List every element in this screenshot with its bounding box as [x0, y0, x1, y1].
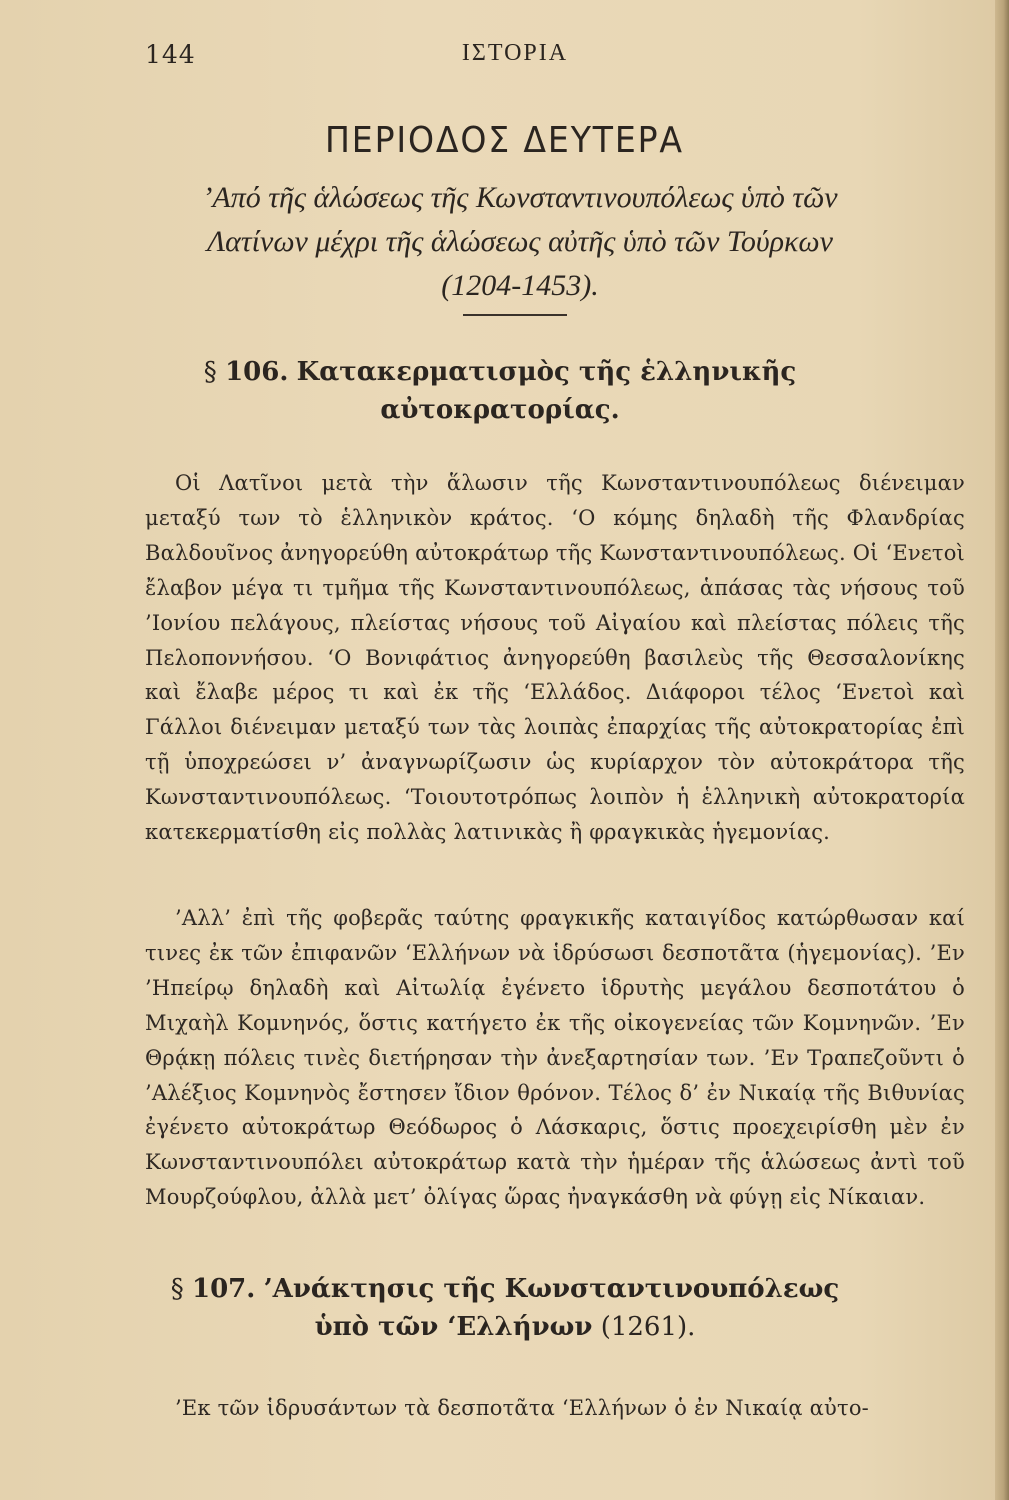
section-number: 106.: [225, 357, 289, 387]
section-heading-106: [150, 353, 850, 429]
paragraph: Οἱ Λατῖνοι μετὰ τὴν ἅλωσιν τῆς Κωνσταντινουπόλεως διένειμαν μεταξύ των τὸ ἑλληνικὸν κράτος. ‘Ο κόμης δηλαδὴ τῆς Φλανδρίας Βαλδουῖνος ἀνηγορεύθη αὐτοκράτωρ τῆς Κωνσταντινουπόλεως. Οἱ ‘Ενετοὶ ἔλαβον μέγα τι τμῆμα τῆς Κωνσταντινουπόλεως, ἁπάσας τὰς νήσους τοῦ ’Ιονίου πελάγους, πλείστας νήσους τοῦ Αἰγαίου καὶ πλείστας πόλεις τῆς Πελοποννήσου. ‘Ο Βονιφάτιος ἀνηγορεύθη βασιλεὺς τῆς Θεσσαλονίκης καὶ ἔλαβε μέρος τι καὶ ἐκ τῆς ‘Ελλάδος. Διάφοροι τέλος ‘Ενετοὶ καὶ Γάλλοι διένειμαν μεταξύ των τὰς λοιπὰς ἐπαρχίας τῆς αὐτοκρατορίας ἐπὶ τῇ ὑποχρεώσει ν’ ἀναγνωρίζωσιν ὡς κυρίαρχον τὸν αὐτοκράτορα τῆς Κωνσταντινουπόλεως. ‘Τοιουτοτρόπως λοιπὸν ἡ ἑλληνικὴ αὐτοκρατορία κατεκερματίσθη εἰς πολλὰς λατινικὰς ἢ φραγκικὰς ἡγεμονίας.: [145, 471, 965, 845]
section-year: (1261).: [600, 1312, 696, 1342]
running-head: [145, 40, 885, 74]
section-title: Κατακερματισμὸς τῆς ἑλληνικῆς αὐτοκρατορίας.: [296, 357, 797, 425]
section-heading-107: [145, 1270, 865, 1346]
divider-rule: [463, 314, 567, 316]
paragraph: ’Εκ τῶν ἱδρυσάντων τὰ δεσποτᾶτα ‘Ελλήνων ὁ ἐν Νικαίᾳ αὐτο-: [175, 1396, 869, 1420]
section-title: ’Ανάκτησις τῆς Κωνσταντινουπόλεως ὑπὸ τῶν ‘Ελλήνων: [263, 1274, 840, 1342]
period-subtitle: ’Από τῆς ἁλώσεως τῆς Κωνσταντινουπόλεως ὑπὸ τῶν Λατίνων μέχρι τῆς ἁλώσεως αὐτῆς ὑπὸ τῶν Τούρκων (1204-1453).: [202, 181, 838, 302]
period-title: ΠΕΡΙΟΔΟΣ ΔΕΥΤΕΡΑ: [325, 120, 684, 161]
page-number: 144: [145, 40, 196, 69]
section-number: 107.: [192, 1274, 256, 1304]
running-title: ΙΣΤΟΡΙΑ: [461, 40, 569, 66]
section-symbol: §: [170, 1274, 184, 1304]
page-edge: [995, 0, 1009, 1500]
paragraph: ’Αλλ’ ἐπὶ τῆς φοβερᾶς ταύτης φραγκικῆς καταιγίδος κατώρθωσαν καί τινες ἐκ τῶν ἐπιφανῶν ‘Ελλήνων νὰ ἱδρύσωσι δεσποτᾶτα (ἡγεμονίας). ’Εν ’Ηπείρῳ δηλαδὴ καὶ Αἰτωλίᾳ ἐγένετο ἱδρυτὴς μεγάλου δεσποτάτου ὁ Μιχαὴλ Κομνηνός, ὅστις κατήγετο ἐκ τῆς οἰκογενείας τῶν Κομνηνῶν. ’Εν Θρᾴκῃ πόλεις τινὲς διετήρησαν τὴν ἀνεξαρτησίαν των. ’Εν Τραπεζοῦντι ὁ ’Αλέξιος Κομνηνὸς ἔστησεν ἴδιον θρόνον. Τέλος δ’ ἐν Νικαίᾳ τῆς Βιθυνίας ἐγένετο αὐτοκράτωρ Θεόδωρος ὁ Λάσκαρις, ὅστις προεχειρίσθη μὲν ἐν Κωνσταντινουπόλει αὐτοκράτωρ κατὰ τὴν ἡμέραν τῆς ἁλώσεως ἀντὶ τοῦ Μουρζούφλου, ἀλλὰ μετ’ ὀλίγας ὥρας ἠναγκάσθη νὰ φύγῃ εἰς Νίκαιαν.: [145, 906, 965, 1210]
section-symbol: §: [203, 357, 217, 387]
